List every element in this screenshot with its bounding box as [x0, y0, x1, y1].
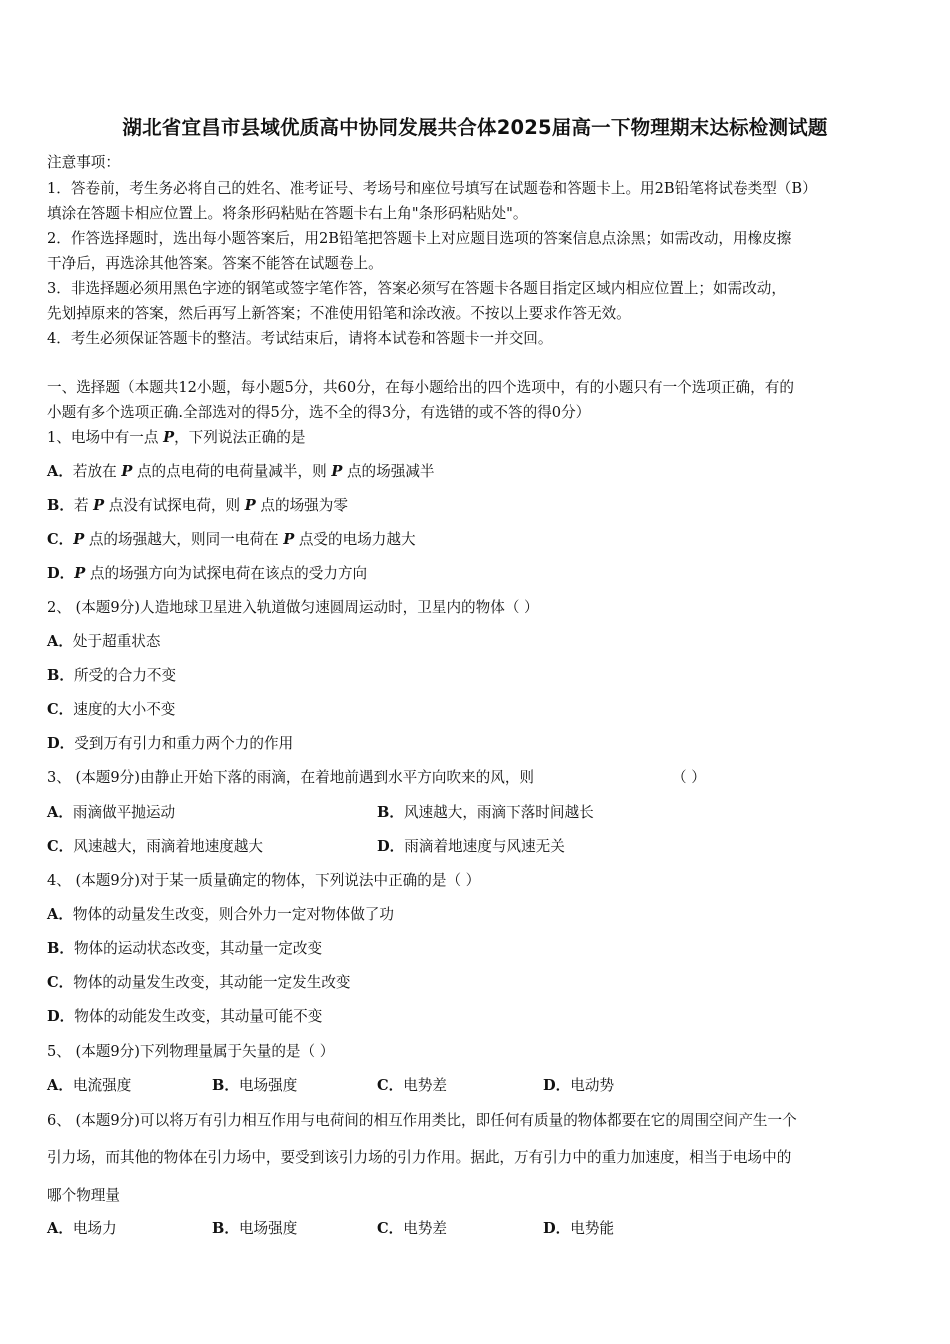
question-3-answer-paren: （ ） — [672, 769, 706, 786]
question-3-option-a: A．雨滴做平抛运动 — [47, 804, 176, 821]
question-5-option-b: B．电场强度 — [212, 1077, 298, 1094]
page-title: 湖北省宜昌市县域优质高中协同发展共合体2025届高一下物理期末达标检测试题 — [122, 116, 828, 139]
question-2-option-c: C．速度的大小不变 — [47, 701, 176, 718]
question-5-option-a: A．电流强度 — [47, 1077, 132, 1094]
notice-line: 填涂在答题卡相应位置上。将条形码粘贴在答题卡右上角"条形码粘贴处"。 — [47, 205, 528, 222]
notice-line: 4．考生必须保证答题卡的整洁。考试结束后，请将本试卷和答题卡一并交回。 — [47, 330, 553, 347]
notice-line: 3．非选择题必须用黑色字迹的钢笔或签字笔作答，答案必须写在答题卡各题目指定区域内相应位置上；如需改动， — [47, 280, 786, 297]
question-2-option-d: D．受到万有引力和重力两个力的作用 — [47, 735, 294, 752]
question-2-option-b: B．所受的合力不变 — [47, 667, 177, 684]
question-3-option-d: D．雨滴着地速度与风速无关 — [377, 838, 565, 855]
question-5-stem: 5、 (本题9分)下列物理量属于矢量的是（ ） — [47, 1043, 335, 1060]
question-1-stem: 1、电场中有一点 P，下列说法正确的是 — [47, 429, 306, 446]
question-1-option-b: B．若 P 点没有试探电荷，则 P 点的场强为零 — [47, 497, 348, 514]
question-5-option-c: C．电势差 — [377, 1077, 448, 1094]
question-6-stem: 6、 (本题9分)可以将万有引力相互作用与电荷间的相互作用类比，即任何有质量的物体都要在它的周围空间产生一个 — [47, 1112, 797, 1129]
question-6-stem: 哪个物理量 — [47, 1187, 120, 1204]
question-4-option-d: D．物体的动能发生改变，其动量可能不变 — [47, 1008, 323, 1025]
question-4-option-a: A．物体的动量发生改变，则合外力一定对物体做了功 — [47, 906, 394, 923]
section-header: 小题有多个选项正确.全部选对的得5分，选不全的得3分，有选错的或不答的得0分） — [47, 404, 591, 421]
question-5-option-d: D．电动势 — [543, 1077, 615, 1094]
question-6-option-c: C．电势差 — [377, 1220, 448, 1237]
question-6-option-a: A．电场力 — [47, 1220, 117, 1237]
notice-line: 1．答卷前，考生务必将自己的姓名、准考证号、考场号和座位号填写在试题卷和答题卡上。用2B铅笔将试卷类型（B） — [47, 180, 817, 197]
question-4-option-c: C．物体的动量发生改变，其动能一定发生改变 — [47, 974, 351, 991]
question-1-option-a: A．若放在 P 点的点电荷的电荷量减半，则 P 点的场强减半 — [47, 463, 435, 480]
question-2-stem: 2、 (本题9分)人造地球卫星进入轨道做匀速圆周运动时，卫星内的物体（ ） — [47, 599, 539, 616]
question-1-option-c: C．P 点的场强越大，则同一电荷在 P 点受的电场力越大 — [47, 531, 416, 548]
notice-line: 先划掉原来的答案，然后再写上新答案；不准使用铅笔和涂改液。不按以上要求作答无效。 — [47, 305, 631, 322]
notice-heading: 注意事项： — [47, 154, 120, 171]
question-3-stem: 3、 (本题9分)由静止开始下落的雨滴，在着地前遇到水平方向吹来的风，则 — [47, 769, 535, 786]
question-4-option-b: B．物体的运动状态改变，其动量一定改变 — [47, 940, 323, 957]
question-6-stem: 引力场，而其他的物体在引力场中，要受到该引力场的引力作用。据此，万有引力中的重力加速度，相当于电场中的 — [47, 1149, 792, 1166]
question-3-option-c: C．风速越大，雨滴着地速度越大 — [47, 838, 263, 855]
question-2-option-a: A．处于超重状态 — [47, 633, 161, 650]
question-3-option-b: B．风速越大，雨滴下落时间越长 — [377, 804, 594, 821]
section-header: 一、选择题（本题共12小题，每小题5分，共60分，在每小题给出的四个选项中，有的小题只有一个选项正确，有的 — [47, 379, 794, 396]
notice-line: 2．作答选择题时，选出每小题答案后，用2B铅笔把答题卡上对应题目选项的答案信息点涂黑；如需改动，用橡皮擦 — [47, 230, 792, 247]
question-6-option-b: B．电场强度 — [212, 1220, 298, 1237]
question-1-option-d: D．P 点的场强方向为试探电荷在该点的受力方向 — [47, 565, 368, 582]
question-4-stem: 4、 (本题9分)对于某一质量确定的物体，下列说法中正确的是（ ） — [47, 872, 481, 889]
notice-line: 干净后，再选涂其他答案。答案不能答在试题卷上。 — [47, 255, 383, 272]
question-6-option-d: D．电势能 — [543, 1220, 615, 1237]
